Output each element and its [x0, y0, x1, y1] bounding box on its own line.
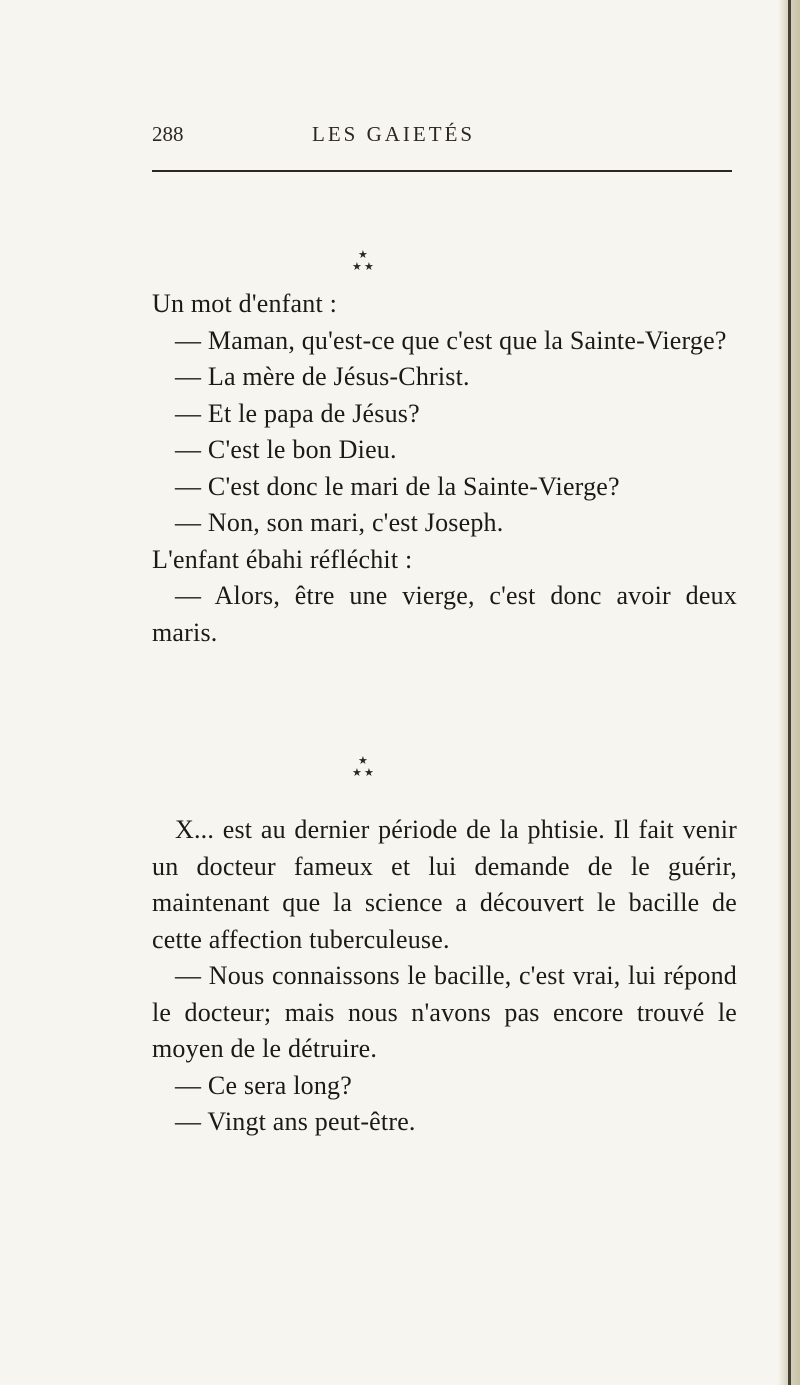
anecdote-2 [152, 812, 737, 1141]
asterism-star: ★ [358, 249, 368, 261]
asterism-star: ★ [364, 261, 374, 273]
paragraph: — Non, son mari, c'est Joseph. [175, 508, 504, 537]
paragraph: — Et le papa de Jésus? [175, 398, 420, 428]
paragraph: X... est au dernier période de la phtisie. Il fait venir un docteur fameux et lui demande de le guérir, maintenant que la science a découvert le bacille de cette affection tuberculeuse. [152, 815, 737, 954]
anecdote-1 [152, 286, 737, 651]
page-number: 288 [152, 122, 184, 146]
asterism-2 [350, 756, 380, 786]
paragraph: — La mère de Jésus-Christ. [175, 362, 470, 391]
paragraph: — Vingt ans peut-être. [175, 1107, 416, 1136]
paragraph: — Alors, être une vierge, c'est donc avoir deux maris. [152, 581, 737, 647]
paragraph: — C'est donc le mari de la Sainte-Vierge? [175, 471, 620, 501]
asterism-1 [350, 250, 380, 280]
page-edge-line [788, 0, 791, 1385]
asterism-star: ★ [364, 767, 374, 779]
running-title: LES GAIETÉS [312, 122, 476, 146]
asterism-star: ★ [352, 261, 362, 273]
header-rule [152, 170, 732, 172]
paragraph: Un mot d'enfant : [152, 289, 337, 318]
paragraph: — Ce sera long? [175, 1070, 353, 1100]
paragraph: L'enfant ébahi réfléchit : [152, 544, 413, 574]
paragraph: — Maman, qu'est-ce que c'est que la Sainte-Vierge? [175, 325, 727, 355]
paragraph: — Nous connaissons le bacille, c'est vrai, lui répond le docteur; mais nous n'avons pas encore trouvé le moyen de le détruire. [152, 961, 737, 1063]
asterism-star: ★ [352, 767, 362, 779]
asterism-star: ★ [358, 755, 368, 767]
paragraph: — C'est le bon Dieu. [175, 435, 397, 464]
